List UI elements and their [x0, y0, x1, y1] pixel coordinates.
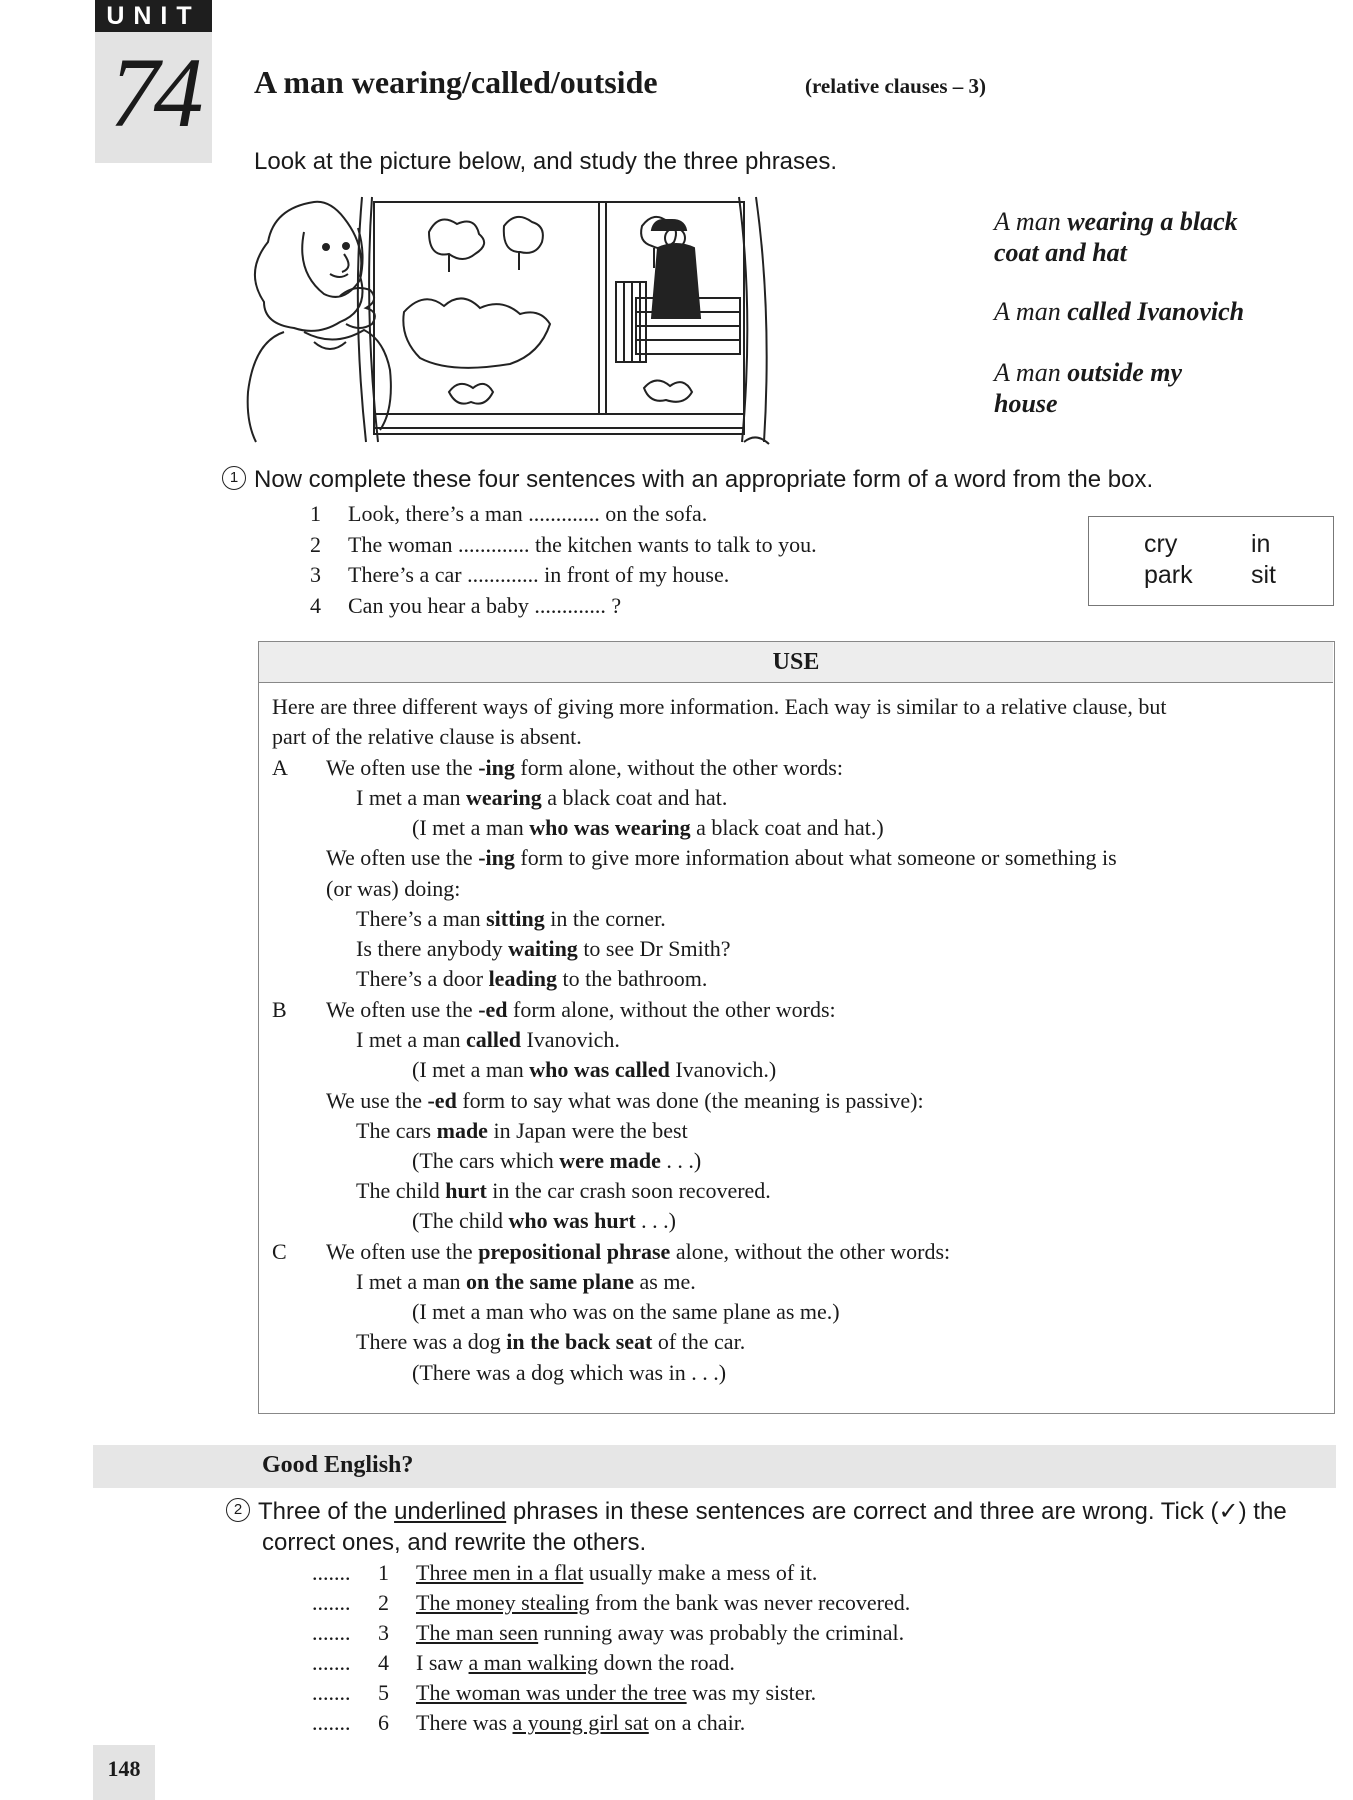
exercise1-item: 2 The woman ............. the kitchen wants to talk to you. — [310, 532, 817, 557]
exercise2-item: ....... 4 I saw a man walking down the road. — [312, 1650, 735, 1675]
exercise1-instruction: 1 Now complete these four sentences with an appropriate form of a word from the box. — [222, 466, 1153, 494]
section-letter-a: A — [272, 755, 288, 780]
example-text: There’s a door leading to the bathroom. — [356, 966, 708, 991]
rule-text: We use the -ed form to say what was done (the meaning is passive): — [326, 1088, 924, 1113]
rule-text: (or was) doing: — [326, 876, 461, 901]
rule-text: We often use the -ing form alone, without the other words: — [326, 755, 843, 780]
word-box-item: sit — [1251, 561, 1276, 589]
exercise1-item: 1 Look, there’s a man ............. on the sofa. — [310, 501, 708, 526]
exercise2-item: ....... 2 The money stealing from the bank was never recovered. — [312, 1590, 911, 1615]
example-text: (The cars which were made . . .) — [412, 1148, 702, 1173]
exercise2-instruction: correct ones, and rewrite the others. — [262, 1529, 647, 1556]
example-text: Is there anybody waiting to see Dr Smith? — [356, 936, 731, 961]
word-box-item: in — [1251, 530, 1271, 558]
exercise2-item: ....... 5 The woman was under the tree was my sister. — [312, 1680, 817, 1705]
page-number: 148 — [107, 1756, 141, 1781]
phrase-called: A man called Ivanovich — [994, 297, 1245, 326]
example-text: I met a man wearing a black coat and hat. — [356, 785, 728, 810]
example-text: (There was a dog which was in . . .) — [412, 1360, 727, 1385]
example-text: There’s a man sitting in the corner. — [356, 906, 666, 931]
word-box — [1088, 516, 1334, 606]
example-text: (I met a man who was on the same plane as me.) — [412, 1299, 840, 1324]
exercise2-item: ....... 3 The man seen running away was probably the criminal. — [312, 1620, 905, 1645]
rule-text: We often use the prepositional phrase alone, without the other words: — [326, 1239, 951, 1264]
section-letter-c: C — [272, 1239, 287, 1264]
example-text: (The child who was hurt . . .) — [412, 1208, 676, 1233]
example-text: I met a man called Ivanovich. — [356, 1027, 620, 1052]
example-text: (I met a man who was wearing a black coat and hat.) — [412, 815, 884, 840]
intro-text: Look at the picture below, and study the three phrases. — [254, 148, 838, 175]
phrase-outside: A man outside my house — [994, 358, 1183, 418]
page-title: A man wearing/called/outside — [254, 64, 658, 100]
word-box-item: park — [1144, 561, 1193, 589]
example-text: The cars made in Japan were the best — [356, 1118, 688, 1143]
unit-number: 74 — [109, 37, 198, 148]
good-english-heading: Good English? — [262, 1452, 414, 1478]
woman-looking-out-window-illustration — [244, 192, 854, 448]
use-heading: USE — [259, 642, 1333, 683]
exercise1-item: 4 Can you hear a baby ............. ? — [310, 593, 622, 618]
example-text: There was a dog in the back seat of the car. — [356, 1329, 746, 1354]
section-letter-b: B — [272, 997, 287, 1022]
unit-label: UNIT — [95, 0, 212, 32]
use-intro: part of the relative clause is absent. — [272, 724, 582, 749]
example-text: (I met a man who was called Ivanovich.) — [412, 1057, 777, 1082]
example-text: I met a man on the same plane as me. — [356, 1269, 696, 1294]
exercise2-item: ....... 1 Three men in a flat usually make a mess of it. — [312, 1560, 818, 1585]
phrase-wearing: A man wearing a black coat and hat — [994, 207, 1238, 267]
exercise1-number: 1 — [222, 466, 246, 490]
exercise2-item: ....... 6 There was a young girl sat on a chair. — [312, 1710, 746, 1735]
page-subtitle: (relative clauses – 3) — [805, 74, 986, 98]
rule-text: We often use the -ing form to give more information about what someone or something is — [326, 845, 1117, 870]
exercise2-instruction: 2 Three of the underlined phrases in these sentences are correct and three are wrong. Tick (✓) the — [226, 1497, 1287, 1526]
use-intro: Here are three different ways of giving more information. Each way is similar to a relative clause, but — [272, 694, 1167, 719]
rule-text: We often use the -ed form alone, without the other words: — [326, 997, 836, 1022]
example-text: The child hurt in the car crash soon recovered. — [356, 1178, 771, 1203]
exercise2-number: 2 — [226, 1498, 250, 1522]
exercise1-item: 3 There’s a car ............. in front of my house. — [310, 562, 730, 587]
word-box-item: cry — [1144, 530, 1178, 558]
